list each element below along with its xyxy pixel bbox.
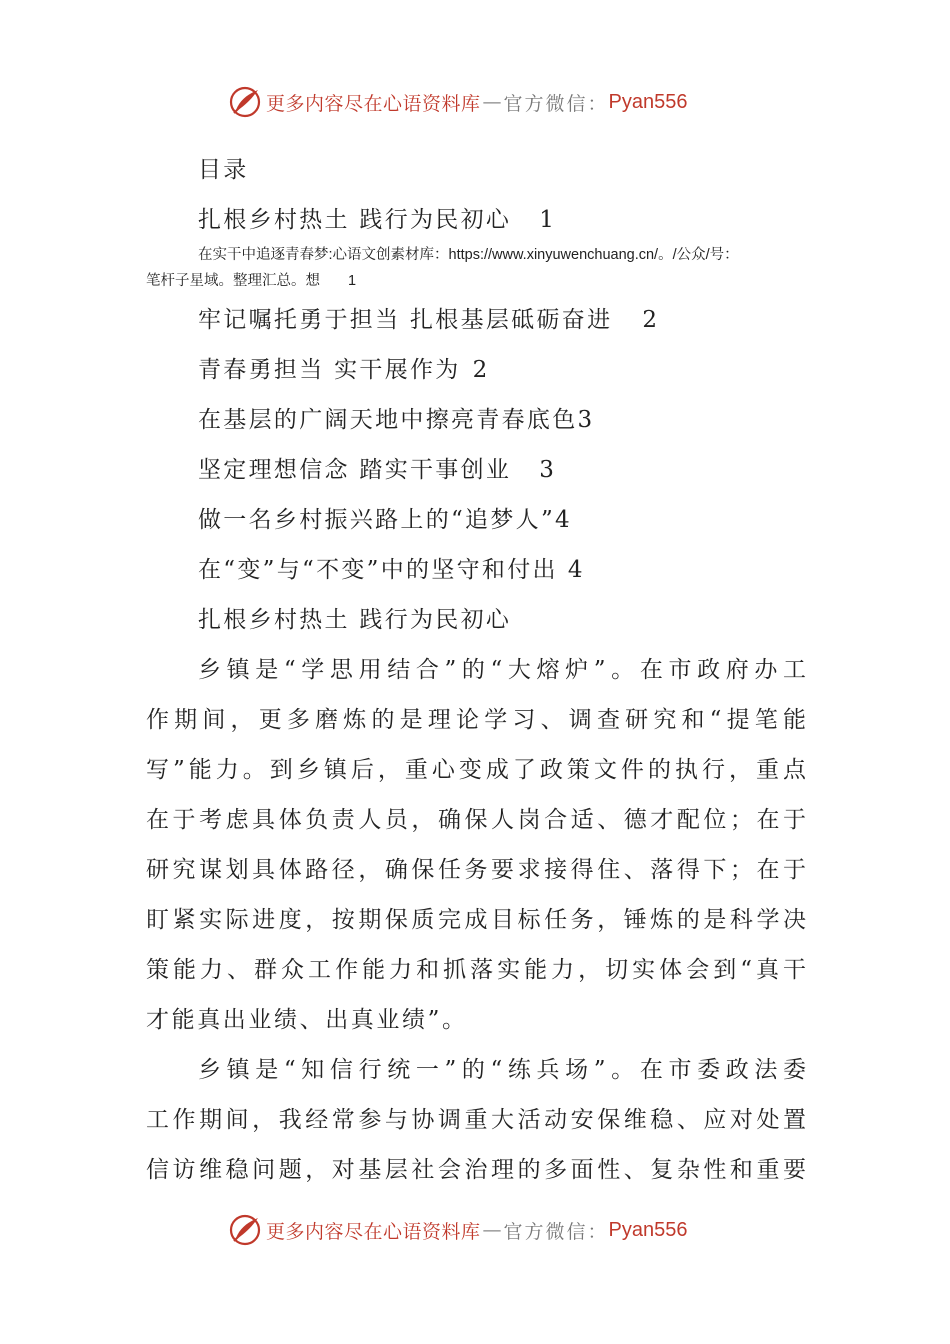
banner-text: 更多内容尽在心语资料库 [266,1220,481,1243]
paragraph-line: 乡镇是“知信行统一”的“练兵场”。在市委政法委 [198,1057,806,1083]
toc-entry-title: 坚定理想信念 踏实干事创业 [198,457,512,483]
toc-small-entry-page: 1 [348,273,357,289]
toc-entry[interactable] [198,455,556,485]
banner-wechat-id: Pyan556 [608,1218,688,1241]
banner-official-label: 官方微信： [503,92,609,115]
toc-entry-title: 做一名乡村振兴路上的“追梦人” [198,507,556,533]
toc-entry-page: 2 [472,357,490,383]
paragraph-line: 盯紧实际进度，按期保质完成目标任务，锤炼的是科学决 [146,907,806,933]
paragraph-line: 研究谋划具体路径，确保任务要求接得住、落得下；在于 [146,857,806,883]
toc-entry-page: 4 [555,507,572,533]
toc-entry-title: 在基层的广阔天地中擦亮青春底色 [198,407,578,433]
paragraph-line: 写”能力。到乡镇后，重心变成了政策文件的执行，重点 [146,757,806,783]
article-heading: 扎根乡村热土 践行为民初心 [198,607,512,633]
toc-entry[interactable] [198,305,659,335]
toc-entry-page: 1 [539,207,557,233]
toc-entry-page: 3 [539,457,557,483]
toc-entry[interactable] [198,505,572,535]
paragraph-line: 信访维稳问题，对基层社会治理的多面性、复杂性和重要 [146,1157,806,1183]
toc-entry[interactable] [198,205,556,235]
quill-logo-icon [228,1213,262,1247]
banner-wechat-id: Pyan556 [608,90,688,113]
paragraph-line: 在于考虑具体负责人员，确保人岗合适、德才配位；在于 [146,807,806,833]
toc-small-entry-line2[interactable] [146,271,356,291]
toc-small-entry-line1[interactable]: 在实干中追逐青春梦:心语文创素材库：https://www.xinyuwenchuang.cn/。/公众/号： [198,247,739,263]
toc-entry-page: 2 [642,307,660,333]
toc-entry-page: 3 [577,407,595,433]
toc-entry-title: 扎根乡村热土 践行为民初心 [198,207,512,233]
paragraph-line: 策能力、群众工作能力和抓落实能力，切实体会到“真干 [146,957,806,983]
toc-entry[interactable] [198,405,594,435]
toc-entry-title: 牢记嘱托勇于担当 扎根基层砥砺奋进 [198,307,613,333]
banner-text: 更多内容尽在心语资料库 [266,92,481,115]
quill-logo-icon [228,85,262,119]
toc-entry[interactable] [198,555,585,585]
toc-title: 目录 [198,157,249,183]
toc-small-entry-text: 笔杆子星域。整理汇总。想 [146,273,320,289]
toc-entry-page: 4 [567,557,585,583]
paragraph-line: 工作期间，我经常参与协调重大活动安保维稳、应对处置 [146,1107,806,1133]
paragraph-line: 才能真出业绩、出真业绩”。 [146,1007,468,1033]
banner-dash: — [482,1219,502,1241]
toc-entry-title: 在“变”与“不变”中的坚守和付出 [198,557,558,583]
banner-dash: — [482,91,502,113]
header-banner [228,84,748,120]
paragraph-line: 作期间，更多磨炼的是理论学习、调查研究和“提笔能 [146,707,806,733]
toc-entry[interactable] [198,355,490,385]
toc-entry-title: 青春勇担当 实干展作为 [198,357,461,383]
banner-official-label: 官方微信： [503,1220,609,1243]
paragraph-line: 乡镇是“学思用结合”的“大熔炉”。在市政府办工 [198,657,806,683]
footer-banner [228,1212,748,1248]
